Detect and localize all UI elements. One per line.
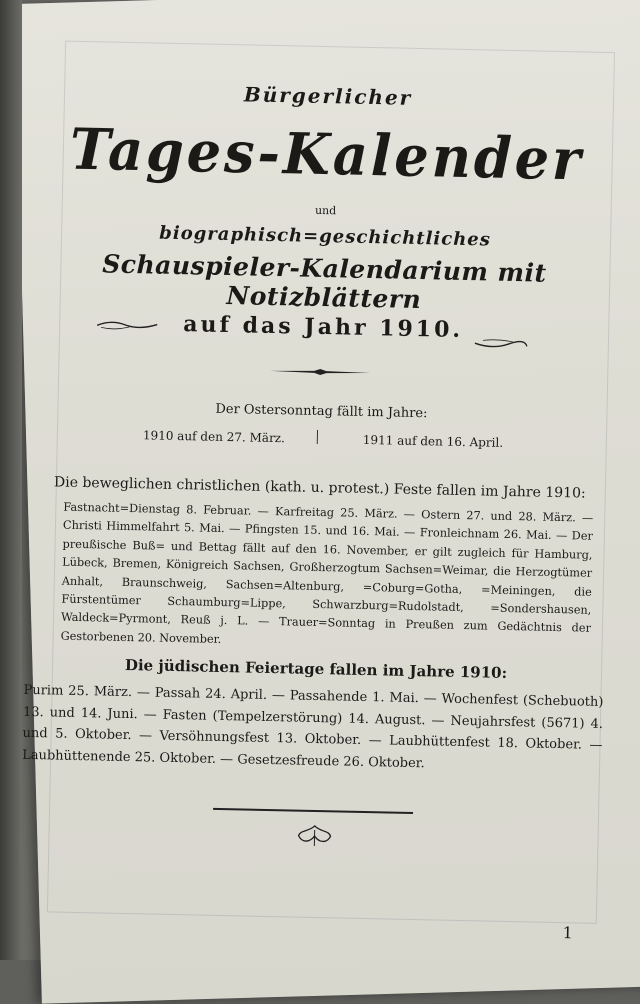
christian-text: Fastnacht=Dienstag 8. Februar. — Karfreitag 25. März. — Ostern 27. und 28. März. — Christi Himmelfahrt 5. Mai. — Pfingsten 15. und 16. Mai. — Fronleichnam 26. Mai. — Der preußische Buß= und Bettag fällt auf den 16. November, er gilt zugleich für Hamburg, Lübeck, Bremen, Königreich Sachsen, Großherzogtum Sachsen=Weimar, die Herzogtümer Anhalt, Braunschweig, Sachsen=Altenburg, =Coburg=Gotha, =Meiningen, die Fürstentümer Schaumburg=Lippe, Schwarzburg=Rudolstadt, =Sondershausen, Waldeck=Pyrmont, Reuß j. L. — Trauer=Sonntag in Preußen zum Gedächtnis der Gestorbenen 20. November. bbox=[60, 500, 594, 646]
title-und: und bbox=[314, 203, 337, 218]
title-line-5: auf das Jahr 1910. bbox=[183, 311, 464, 343]
title-main: Tages-Kalender bbox=[69, 115, 585, 194]
title-line-1: Bürgerlicher bbox=[243, 82, 413, 110]
christian-heading: Die beweglichen christlichen (kath. u. protest.) Feste fallen im Jahre 1910: bbox=[53, 474, 586, 502]
jewish-text: Purim 25. März. — Passah 24. April. — Passahende 1. Mai. — Wochenfest (Schebuoth) 13. und 14. Juni. — Fasten (Tempelzerstörung) 14. August. — Neujahrsfest (5671) 4. und 5. Oktober. — Versöhnungsfest 13. Oktober. — Laubhüttenfest 18. Oktober. — Laubhüttenende 25. Oktober. — Gesetzesfreude 26. Oktober. bbox=[22, 682, 604, 772]
leaf-ornament-icon bbox=[294, 822, 335, 851]
flourish-right-ornament bbox=[473, 337, 529, 352]
easter-1910: 1910 auf den 27. März. bbox=[142, 428, 286, 446]
jewish-heading: Die jüdischen Feiertage fallen im Jahre 1910: bbox=[124, 655, 508, 682]
title-line-3: biographisch=geschichtliches bbox=[159, 222, 492, 251]
easter-heading: Der Ostersonntag fällt im Jahre: bbox=[215, 401, 428, 422]
easter-1911: 1911 auf den 16. April. bbox=[362, 432, 504, 450]
title-line-4: Schauspieler-Kalendarium mit Notizblättern bbox=[101, 249, 547, 315]
page-number: 1 bbox=[562, 923, 573, 943]
